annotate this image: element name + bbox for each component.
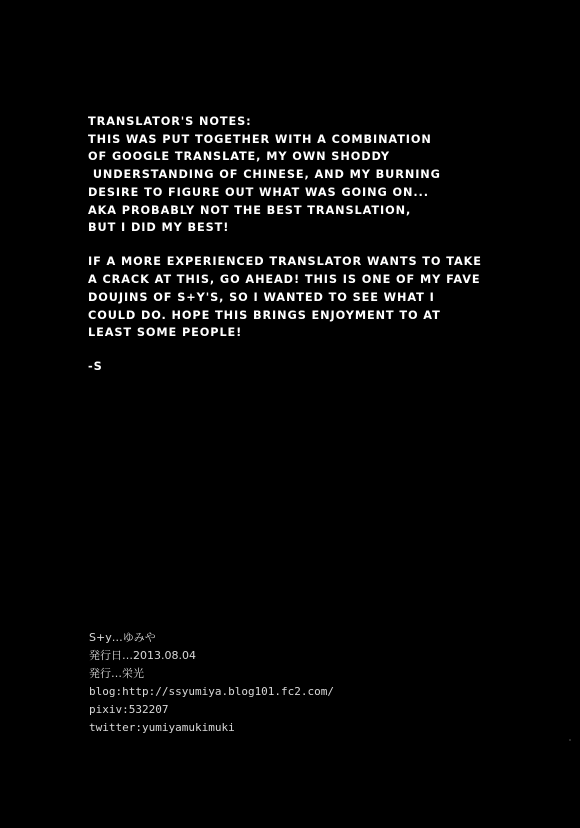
- colophon-publisher: 発行…栄光: [89, 667, 144, 681]
- colophon-date: 発行日…2013.08.04: [89, 649, 196, 663]
- notes-line: BUT I DID MY BEST!: [88, 221, 230, 235]
- notes-line: OF GOOGLE TRANSLATE, MY OWN SHODDY: [88, 150, 391, 164]
- notes-line: AKA PROBABLY NOT THE BEST TRANSLATION,: [88, 203, 412, 217]
- colophon-twitter: twitter:yumiyamukimuki: [89, 721, 235, 735]
- notes-paragraph-2: [88, 253, 528, 342]
- notes-heading: TRANSLATOR'S NOTES:: [88, 115, 252, 128]
- notes-line: DESIRE TO FIGURE OUT WHAT WAS GOING ON...: [88, 185, 429, 199]
- colophon-title: S+y…ゆみや: [89, 631, 156, 644]
- notes-line: UNDERSTANDING OF CHINESE, AND MY BURNING: [88, 168, 441, 182]
- translator-notes: [88, 113, 528, 376]
- notes-line: DOUJINS OF S+Y'S, SO I WANTED TO SEE WHAT I: [88, 290, 435, 304]
- notes-paragraph-1: [88, 131, 528, 237]
- colophon: [89, 629, 509, 738]
- scan-speck: [569, 739, 571, 741]
- notes-line: LEAST SOME PEOPLE!: [88, 326, 243, 340]
- notes-line: COULD DO. HOPE THIS BRINGS ENJOYMENT TO AT: [88, 308, 441, 322]
- colophon-blog: blog:http://ssyumiya.blog101.fc2.com/: [89, 685, 335, 699]
- notes-line: IF A MORE EXPERIENCED TRANSLATOR WANTS TO TAKE: [88, 255, 482, 269]
- colophon-pixiv: pixiv:532207: [89, 703, 169, 717]
- notes-line: A CRACK AT THIS, GO AHEAD! THIS IS ONE OF MY FAVE: [88, 273, 481, 287]
- notes-signature: -S: [88, 360, 103, 374]
- notes-line: THIS WAS PUT TOGETHER WITH A COMBINATION: [88, 132, 432, 146]
